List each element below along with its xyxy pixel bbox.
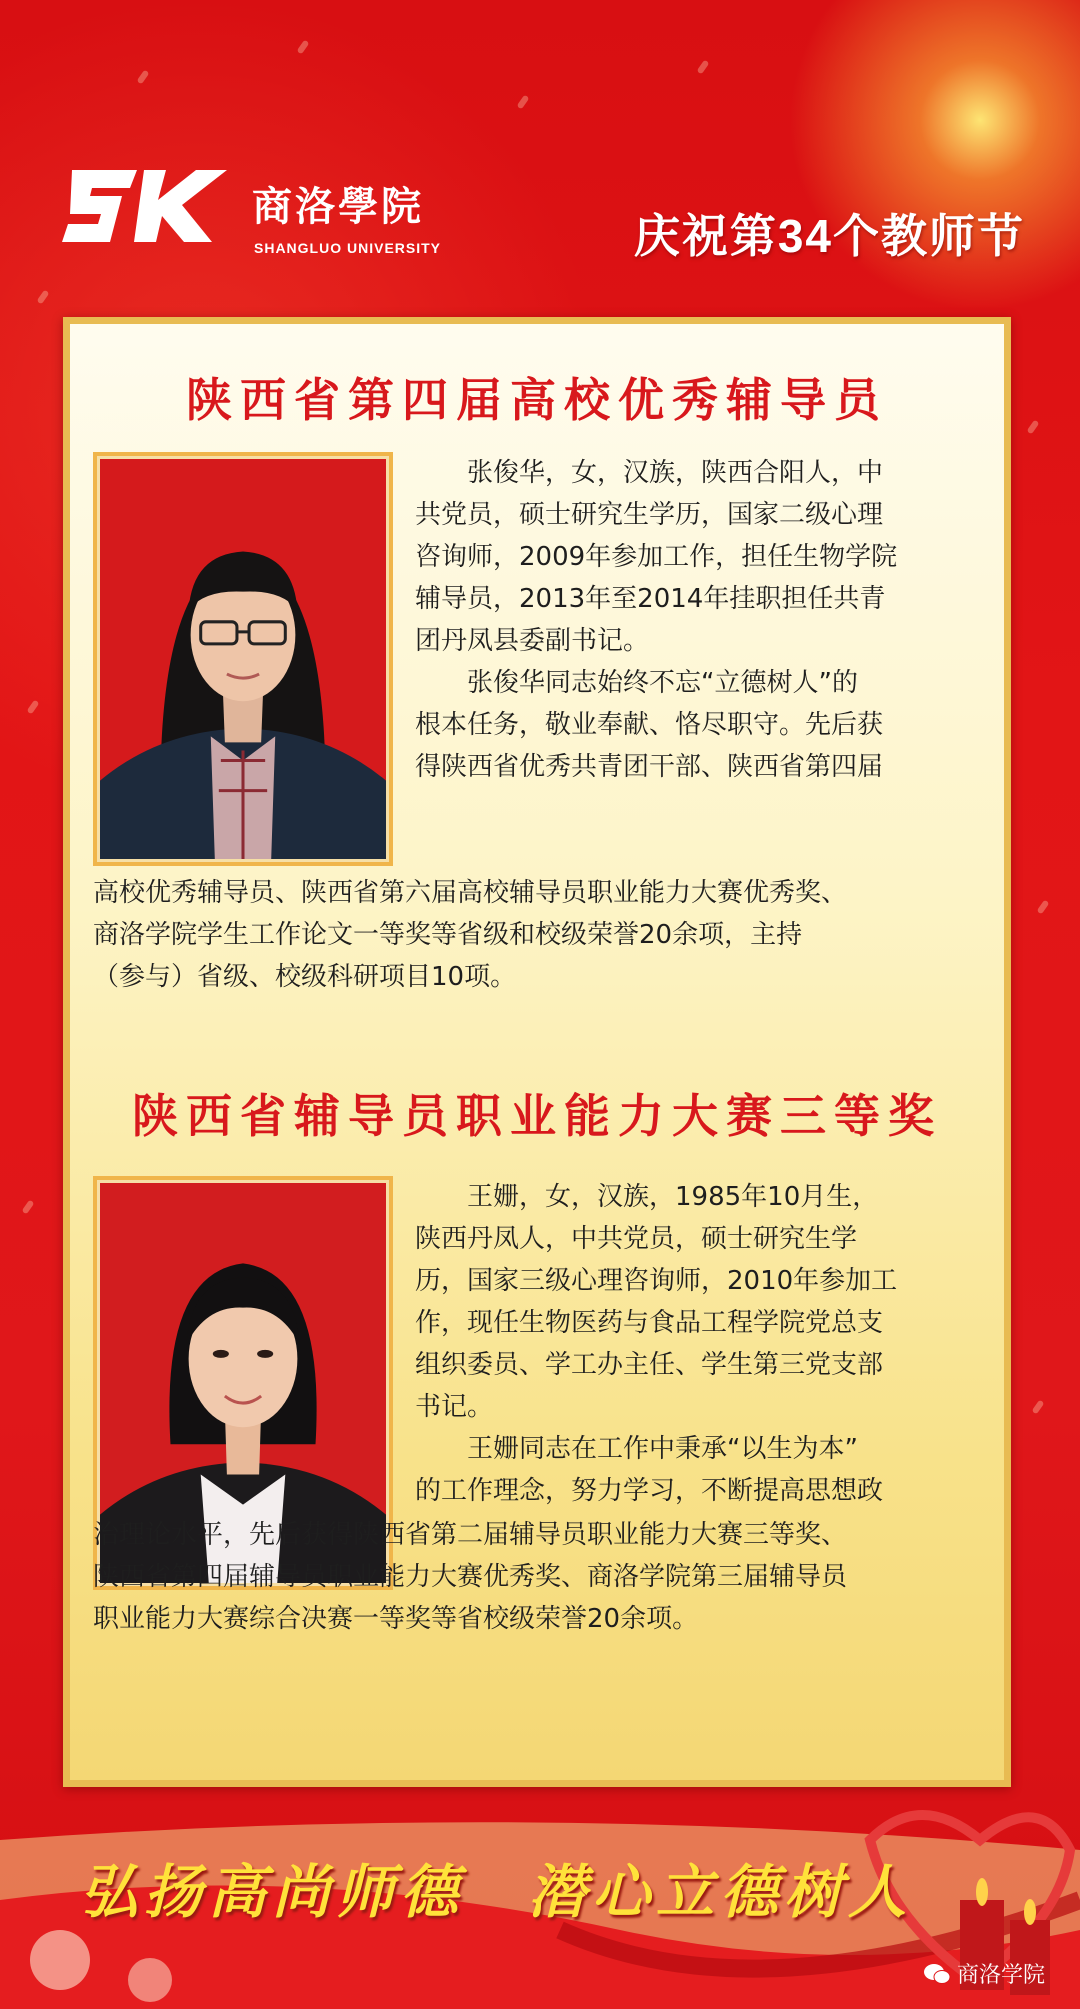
bio-line: 职业能力大赛综合决赛一等奖等省校级荣誉20余项。 [93,1604,699,1634]
bio-line: 治理论水平，先后获得陕西省第二届辅导员职业能力大赛三等奖、 [93,1520,848,1550]
bio-line: 组织委员、学工办主任、学生第三党支部 [415,1350,884,1380]
bio-line: 咨询师，2009年参加工作，担任生物学院 [415,542,898,572]
logo-chinese-name: 商洛學院 [252,183,424,230]
section-title-competition-award: 陕西省辅导员职业能力大赛三等奖 [132,1089,942,1143]
bio-line: 的工作理念，努力学习，不断提高思想政 [415,1476,884,1506]
logo-english-name: SHANGLUO UNIVERSITY [254,240,442,256]
wechat-account-name: 商洛学院 [956,1962,1045,1987]
bio-line: 王姗，女，汉族，1985年10月生， [415,1182,879,1212]
shangluo-logo-mark-icon [62,150,232,260]
bio-line: 根本任务，敬业奉献、恪尽职守。先后获 [415,710,884,740]
bio-line: 高校优秀辅导员、陕西省第六届高校辅导员职业能力大赛优秀奖、 [93,878,848,908]
bio-text-wang-shan [415,1176,995,1512]
portrait-zhang-junhua [93,452,393,866]
section-title-outstanding-counselor: 陕西省第四届高校优秀辅导员 [186,373,888,427]
bio-line: 书记。 [415,1392,494,1422]
bio-line: （参与）省级、校级科研项目10项。 [93,962,517,992]
bio-line: 作，现任生物医药与食品工程学院党总支 [415,1308,884,1338]
bio-line: 陕西丹凤人，中共党员，硕士研究生学 [415,1224,858,1254]
wechat-account-watermark [923,1958,1045,1989]
bio-line: 共党员，硕士研究生学历，国家二级心理 [415,500,884,530]
bio-text-zhang-junhua [415,452,995,788]
bio-line: 张俊华，女，汉族，陕西合阳人，中 [415,458,884,488]
bio-line: 王姗同志在工作中秉承“以生为本” [415,1434,858,1464]
footer-slogan: 弘扬高尚师德 潜心立德树人 [80,1858,913,1926]
bio-line: 团丹凤县委副书记。 [415,626,650,656]
bio-line: 得陕西省优秀共青团干部、陕西省第四届 [415,752,884,782]
portrait-photo-1 [100,459,386,859]
bio-text-wang-shan-continued [93,1514,1003,1640]
bio-text-zhang-junhua-continued [93,872,1003,998]
bio-line: 历，国家三级心理咨询师，2010年参加工 [415,1266,898,1296]
bio-line: 商洛学院学生工作论文一等奖等省级和校级荣誉20余项，主持 [93,920,803,950]
bio-line: 陕西省第四届辅导员职业能力大赛优秀奖、商洛学院第三届辅导员 [93,1562,848,1592]
wechat-icon [923,1963,951,1985]
bio-line: 辅导员，2013年至2014年挂职担任共青 [415,584,886,614]
bio-line: 张俊华同志始终不忘“立德树人”的 [415,668,858,698]
honor-panel [63,317,1011,1787]
festival-title: 庆祝第34个教师节 [633,210,1025,262]
university-logo [62,150,462,260]
